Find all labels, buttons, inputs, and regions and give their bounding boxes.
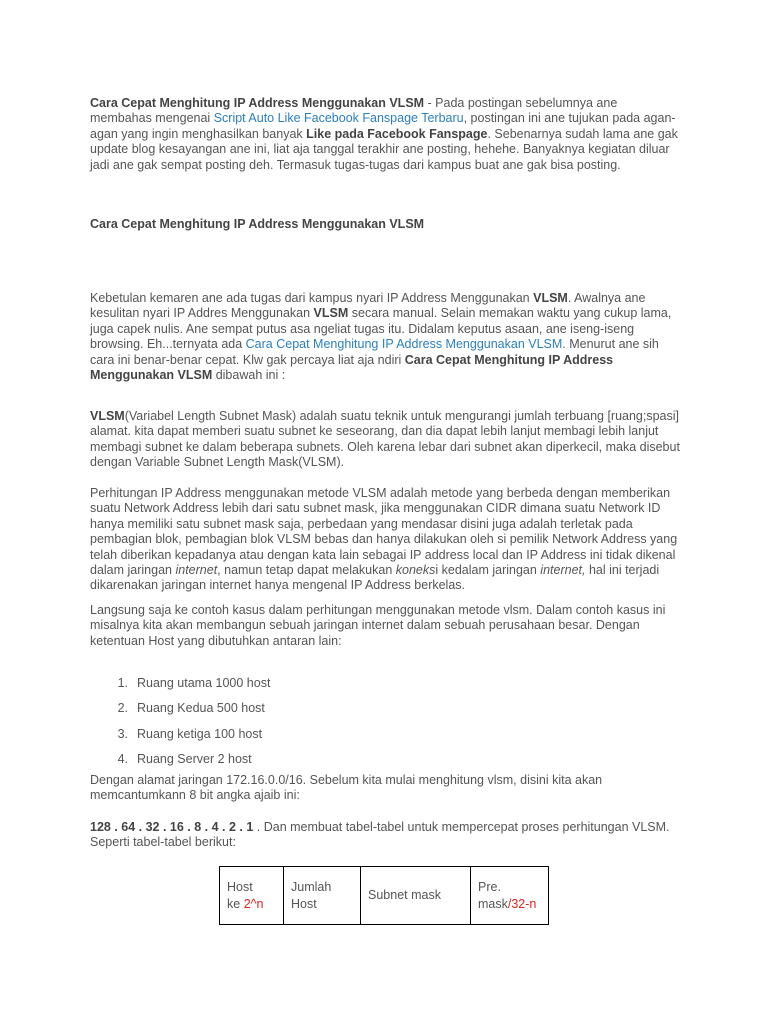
table-row <box>220 867 549 925</box>
paragraph-4 <box>90 486 680 594</box>
intro-paragraph <box>90 96 680 173</box>
list-text: Ruang utama 1000 host <box>137 676 271 690</box>
paragraph-7 <box>90 820 680 851</box>
p4-italic-3: internet, <box>540 562 586 577</box>
p7-text: . Dan membuat tabel-tabel untuk mempercepat proses perhitungan VLSM. Seperti tabel-tabel berikut: <box>90 820 670 850</box>
p4-text-4: hal ini terjadi dikarenakan jaringan internet hanya mengenal IP Address berkelas. <box>90 562 660 593</box>
list-item <box>90 727 490 752</box>
list-text: Ruang ketiga 100 host <box>137 726 263 741</box>
p3-bold-vlsm: VLSM <box>90 409 125 423</box>
p2-text-4: . Menurut ane sih cara ini benar-benar cepat. Klw gak percaya liat aja ndiri <box>90 337 659 367</box>
link-cara-cepat-vlsm[interactable]: Cara Cepat Menghitung IP Address Menggunakan VLSM <box>245 337 563 352</box>
intro-text-2: , postingan ini ane tujukan pada agan-agan yang ingin menghasilkan banyak <box>90 111 676 141</box>
p2-text-3: secara manual. Selain memakan waktu yang cukup lama, juga capek nulis. Ane sempat putus asa ngeliat tugas itu. Didalam keputus asaan, ane iseng-iseng browsing. Eh...ternyata ada <box>90 306 672 352</box>
p2-bold-1: VLSM <box>533 291 568 305</box>
p3-text: (Variabel Length Subnet Mask) adalah suatu teknik untuk mengurangi jumlah terbuang [ruang;spasi] alamat. kita dapat memberi suatu subnet ke seseorang, dan dia dapat lebih lanjut membagi lebih lanjut membagi subnet ke dalam beberapa subnets. Oleh karena lebar dari subnet akan diperkecil, maka disebut dengan Variable Subnet Length Mask(VLSM). <box>90 409 680 470</box>
cell-pre-label: Pre. mask <box>478 880 508 911</box>
list-text: Ruang Server 2 host <box>137 751 252 766</box>
cell-pre-mask <box>471 867 549 925</box>
list-number: 2. <box>117 701 128 716</box>
intro-title: Cara Cepat Menghitung IP Address Menggunakan VLSM <box>90 96 425 110</box>
list-number: 1. <box>117 676 128 690</box>
p2-text-1: Kebetulan kemaren ane ada tugas dari kampus nyari IP Address Menggunakan <box>90 291 534 305</box>
intro-text-3: . Sebenarnya sudah lama ane gak update blog kesayangan ane ini, liat aja tanggal terakhir ane posting, hehehe. Banyaknya kegiatan diluar jadi ane gak sempat posting deh. Termasuk tugas-tugas dari kampus buat ane gak bisa posting. <box>90 126 678 172</box>
cell-ke-label: ke <box>227 896 244 911</box>
host-table <box>219 866 549 925</box>
list-number: 3. <box>117 726 128 741</box>
p4-text-3: i kedalam jaringan <box>435 562 541 577</box>
p2-text-5: dibawah ini : <box>212 367 286 382</box>
cell-subnet-mask: Subnet mask <box>361 867 471 925</box>
list-number: 4. <box>117 751 128 766</box>
paragraph-6: Dengan alamat jaringan 172.16.0.0/16. Sebelum kita mulai menghitung vlsm, disini kita akan memcantumkann 8 bit angka ajaib ini: <box>90 773 603 803</box>
cell-host-label: Host <box>227 880 253 895</box>
host-list <box>90 676 490 777</box>
paragraph-5: Langsung saja ke contoh kasus dalam perhitungan menggunakan metode vlsm. Dalam contoh kasus ini misalnya kita akan membangun sebuah jaringan internet dalam sebuah perusahaan besar. Dengan ketentuan Host yang dibutuhkan antaran lain: <box>90 603 666 648</box>
cell-host-ke <box>220 867 284 925</box>
p4-italic-2: koneks <box>395 562 436 577</box>
p2-bold-2: VLSM <box>313 306 349 321</box>
p2-text-2: . Awalnya ane kesulitan nyari IP Addres Menggunakan <box>90 291 646 321</box>
cell-2n: 2^n <box>243 896 264 911</box>
list-item <box>90 701 490 726</box>
intro-bold-like: Like pada Facebook Fanspage <box>306 126 488 141</box>
p4-text-2: , namun tetap dapat melakukan <box>217 562 396 577</box>
link-script-auto-like[interactable]: Script Auto Like Facebook Fanspage Terbaru <box>213 111 464 126</box>
p4-italic-1: internet <box>175 562 218 577</box>
section-heading: Cara Cepat Menghitung IP Address Menggunakan VLSM <box>90 217 425 231</box>
intro-text-1: - Pada postingan sebelumnya ane membahas mengenai <box>90 96 618 126</box>
cell-jumlah-host: Jumlah Host <box>284 867 361 925</box>
cell-32n: /32-n <box>507 896 537 911</box>
p2-bold-3: Cara Cepat Menghitung IP Address Menggunakan VLSM <box>90 352 614 382</box>
magic-bits: 128 . 64 . 32 . 16 . 8 . 4 . 2 . 1 <box>90 820 254 834</box>
list-item <box>90 676 490 701</box>
list-text: Ruang Kedua 500 host <box>137 701 265 716</box>
paragraph-2 <box>90 291 680 383</box>
p4-text-1: Perhitungan IP Address menggunakan metode VLSM adalah metode yang berbeda dengan memberikan suatu Network Address lebih dari satu subnet mask, jika menggunakan CIDR dimana suatu Network ID hanya memiliki satu subnet mask saja, perbedaan yang mendasar disini juga adalah terletak pada pembagian blok, pembagian blok VLSM bebas dan hanya dilakukan oleh si pemilik Network Address yang telah diberikan kepadanya atau dengan kata lain sebagai IP address local dan IP Address ini tidak dikenal dalam jaringan <box>90 486 678 577</box>
paragraph-3 <box>90 409 680 471</box>
